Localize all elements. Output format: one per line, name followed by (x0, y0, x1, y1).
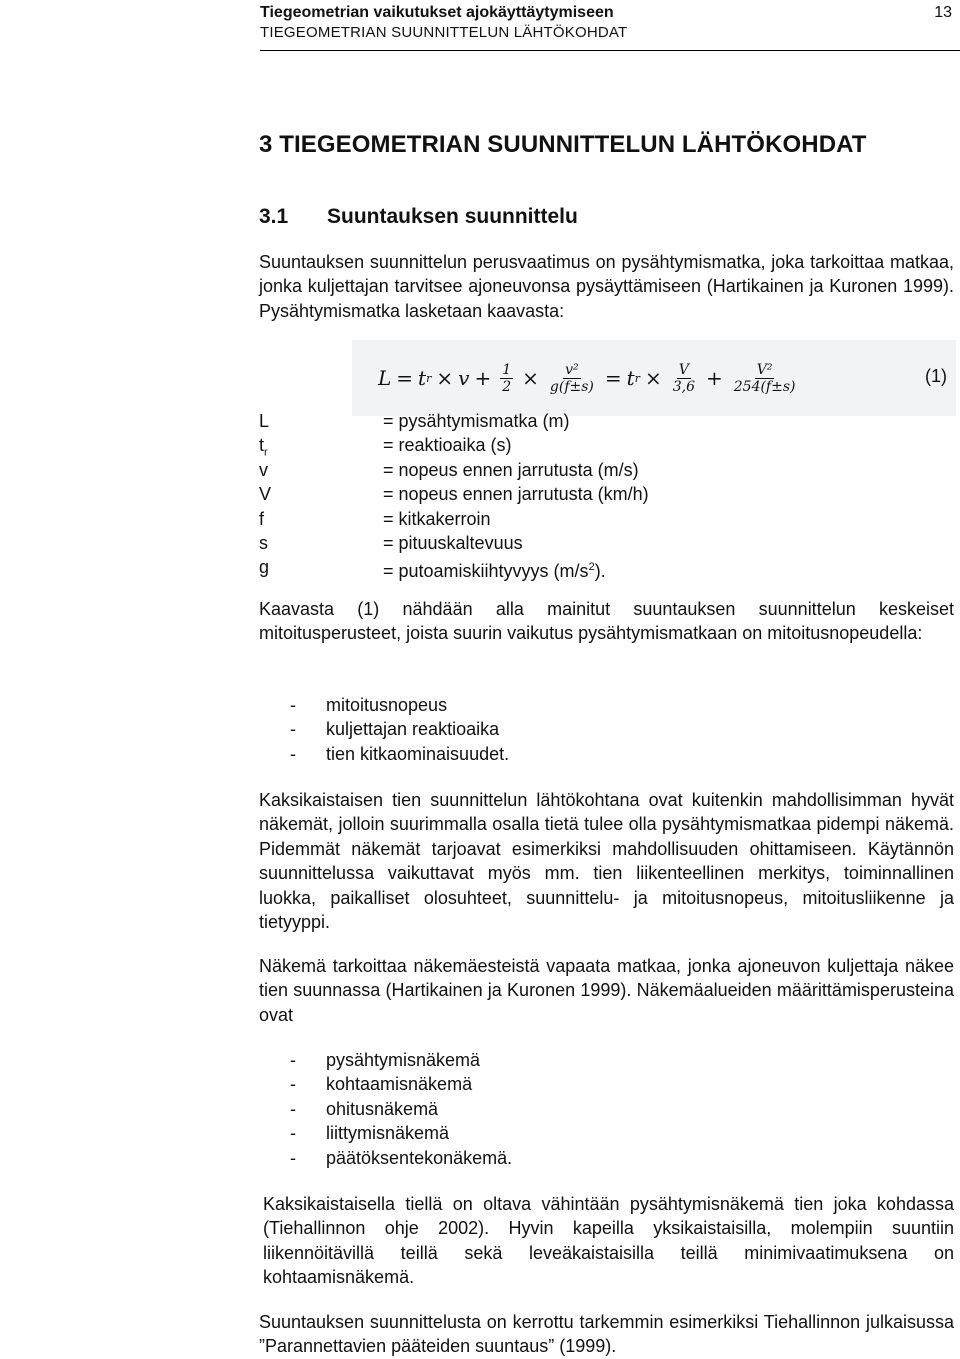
running-header-title: Tiegeometrian vaikutukset ajokäyttäytymiseen (260, 4, 614, 21)
symbol-definitions (259, 409, 759, 580)
formula-plus: + (474, 366, 492, 390)
formula-plus-2: + (705, 366, 723, 390)
paragraph-stopping-distance-intro: Suuntauksen suunnittelun perusvaatimus on pysähtymismatka, joka tarkoittaa matkaa, jonka kuljettajan tarvitsee ajoneuvonsa pysäyttämiseen (Hartikainen ja Kuronen 1999). Pysähtymismatka lasketaan kaavasta: (259, 252, 954, 321)
formula-t-subscript-2: r (634, 371, 640, 385)
definition-row: $t_r$ = reaktioaika (s) (259, 435, 512, 459)
formula-times: × (436, 366, 454, 390)
running-header-subtitle: TIEGEOMETRIAN SUUNNITTELUN LÄHTÖKOHDAT (260, 24, 628, 41)
page-number: 13 (934, 4, 952, 21)
formula-times-3: × (644, 366, 662, 390)
formula-fraction-V-36: $\frac{V}{3,6}$ (672, 361, 695, 395)
sight-distance-list (290, 1048, 690, 1170)
definition-row: s = pituuskaltevuus (259, 532, 523, 553)
list-item: - päätöksentekonäkemä. (290, 1147, 513, 1168)
equation-number: (1) (925, 366, 947, 386)
formula-t: t (418, 366, 427, 390)
section-heading (259, 205, 578, 229)
formula-t-subscript: r (426, 371, 432, 385)
definition-row: L = pysähtymismatka (m) (259, 411, 570, 431)
list-item: - kohtaamisnäkemä (290, 1074, 473, 1095)
formula-fraction-half: $\frac{1}{2}$ (502, 361, 512, 395)
formula-times-2: × (522, 366, 539, 390)
chapter-heading: 3 TIEGEOMETRIAN SUUNNITTELUN LÄHTÖKOHDAT (259, 131, 867, 158)
paragraph-minimum-sight-distance: Kaksikaistaisella tiellä on oltava vähintään pysähtymisnäkemä tien joka kohdassa (Tiehallinnon ohje 2002). Hyvin kapeilla yksikaistaisilla, molempiin suuntiin liikennöitävillä teillä sekä leveäkaistaisilla teillä minimivaatimuksena on kohtaamisnäkemä. (263, 1194, 954, 1288)
paragraph-two-lane-road: Kaksikaistaisen tien suunnittelun lähtökohtana ovat kuitenkin mahdollisimman hyvät näkemät, jolloin suurimmalla osalla tietä tulee olla pysähtymismatkaa pidempi näkemä. Pidemmät näkemät tarjoavat esimerkiksi mahdollisuuden ohittamiseen. Käytännön suunnittelussa vaikuttavat myös mm. tien liikenteellinen merkitys, toiminnallinen luokka, paikalliset olosuhteet, suunnittelu- ja mitoitusnopeus, mitoitusliikenne ja tietyyppi. (259, 790, 954, 933)
list-item: - mitoitusnopeus (290, 695, 448, 715)
paragraph-further-reading: Suuntauksen suunnittelusta on kerrottu tarkemmin esimerkiksi Tiehallinnon julkaisussa ”Parannettavien pääteiden suuntaus” (1999). (259, 1312, 954, 1357)
stopping-distance-formula (378, 348, 802, 408)
paragraph-sight-distance: Näkemä tarkoittaa näkemäesteistä vapaata matkaa, jonka ajoneuvon kuljettaja näkee tien suunnassa (Hartikainen ja Kuronen 1999). Näkemäalueiden määrittämisperusteina ovat (259, 956, 954, 1025)
design-criteria-list (290, 693, 690, 766)
definition-row: g = putoamiskiihtyvyys $(m/s^2)$. (259, 557, 606, 582)
paragraph-design-criteria: Kaavasta (1) nähdään alla mainitut suuntauksen suunnittelun keskeiset mitoitusperusteet, joista suurin vaikutus pysähtymismatkaan on mitoitusnopeudella: (259, 599, 954, 644)
definition-row: V = nopeus ennen jarrutusta (km/h) (259, 484, 649, 505)
formula-v: v (458, 366, 470, 390)
definition-row: f = kitkakerroin (259, 508, 491, 529)
formula-fraction-v2-gfs: $\frac{\text{v²}}{g(f\pm s)}$ (549, 361, 594, 395)
formula-fraction-V2-254: $\frac{\text{V²}}{254(f\pm s)}$ (733, 361, 796, 395)
formula-t-2: t (626, 366, 635, 390)
section-number: 3.1 (259, 205, 289, 228)
list-item: - tien kitkaominaisuudet. (290, 743, 510, 764)
formula-equals: = (396, 366, 414, 390)
definition-row: v = nopeus ennen jarrutusta (m/s) (259, 459, 639, 480)
formula-L: L (378, 366, 392, 390)
section-title: Suuntauksen suunnittelu (327, 205, 578, 228)
header-divider (260, 50, 960, 51)
list-item: - pysähtymisnäkemä (290, 1050, 481, 1070)
list-item: - liittymisnäkemä (290, 1123, 450, 1144)
list-item: - ohitusnäkemä (290, 1098, 439, 1119)
list-item: - kuljettajan reaktioaika (290, 719, 500, 740)
formula-equals-2: = (604, 366, 622, 390)
